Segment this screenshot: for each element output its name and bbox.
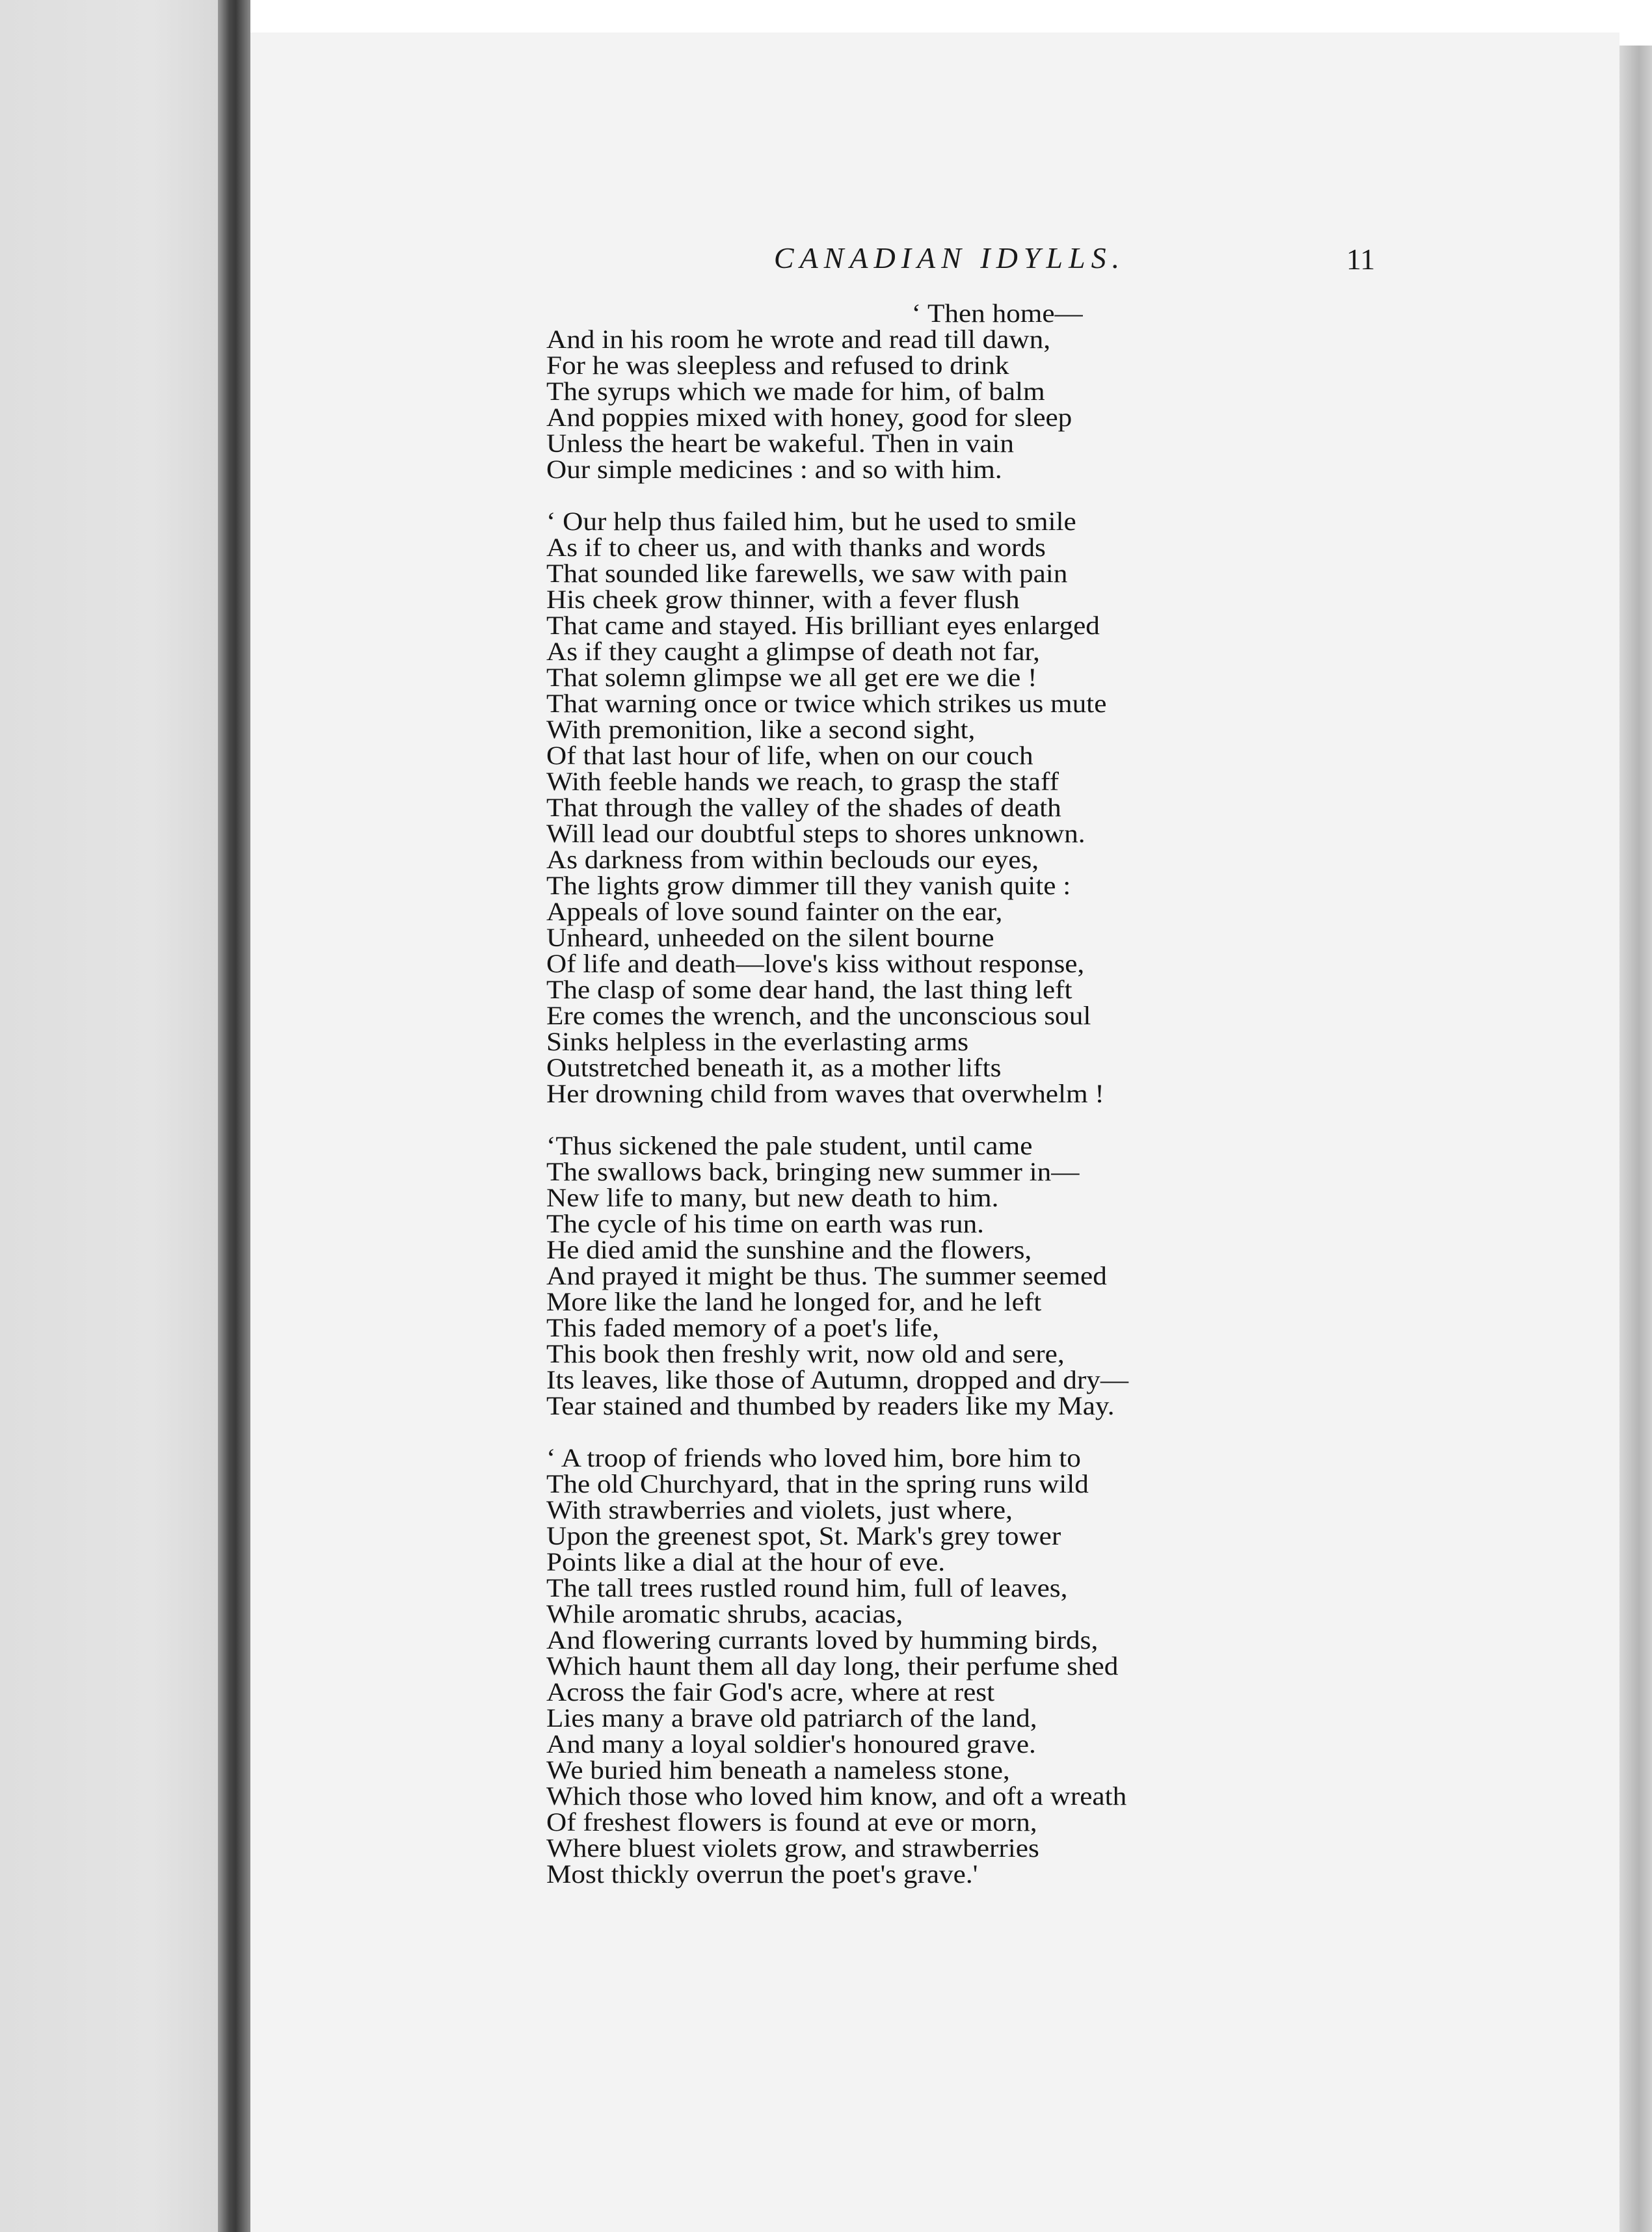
poem-line: And poppies mixed with honey, good for sleep (546, 403, 1072, 432)
poem-line: Outstretched beneath it, as a mother lifts (546, 1053, 1002, 1082)
poem-line: As if to cheer us, and with thanks and words (546, 533, 1046, 562)
poem-line: New life to many, but new death to him. (546, 1183, 999, 1212)
poem-line: As if they caught a glimpse of death not far, (546, 637, 1040, 666)
poem-line: We buried him beneath a nameless stone, (546, 1755, 1010, 1785)
poem-line: This faded memory of a poet's life, (546, 1313, 940, 1342)
poem-line: And prayed it might be thus. The summer seemed (546, 1261, 1107, 1290)
stanza-1 (546, 300, 1314, 483)
poem-line: The clasp of some dear hand, the last thing left (546, 975, 1072, 1004)
poem-line: The syrups which we made for him, of balm (546, 377, 1045, 406)
running-head: CANADIAN IDYLLS. (773, 241, 1126, 274)
poem-line: ‘ A troop of friends who loved him, bore him to (546, 1443, 1081, 1472)
poem-line: Her drowning child from waves that overwhelm ! (546, 1079, 1104, 1108)
poem-line: With feeble hands we reach, to grasp the staff (546, 767, 1059, 796)
poem-line: Of that last hour of life, when on our couch (546, 741, 1033, 770)
poem-line: That came and stayed. His brilliant eyes enlarged (546, 611, 1100, 640)
poem-line: Ere comes the wrench, and the unconscious soul (546, 1001, 1091, 1030)
poem-line: Across the fair God's acre, where at rest (546, 1677, 995, 1707)
poem-line: The tall trees rustled round him, full of leaves, (546, 1573, 1068, 1602)
poem-line: The swallows back, bringing new summer in— (546, 1157, 1080, 1186)
stanza-2 (546, 509, 1314, 1107)
poem-line: For he was sleepless and refused to drink (546, 351, 1009, 380)
poem-line: That through the valley of the shades of death (546, 793, 1061, 822)
poem-text (546, 300, 1314, 1913)
poem-line: Which those who loved him know, and oft a wreath (546, 1781, 1127, 1811)
poem-line: ‘ Then home— (911, 299, 1083, 328)
poem-line: That warning once or twice which strikes us mute (546, 689, 1107, 718)
poem-line: Will lead our doubtful steps to shores unknown. (546, 819, 1086, 848)
poem-line: Appeals of love sound fainter on the ear, (546, 897, 1003, 926)
poem-line: Unheard, unheeded on the silent bourne (546, 923, 994, 952)
poem-line: Tear stained and thumbed by readers like my May. (546, 1391, 1115, 1420)
poem-line: The cycle of his time on earth was run. (546, 1209, 984, 1238)
poem-line: Sinks helpless in the everlasting arms (546, 1027, 969, 1056)
poem-line: The old Churchyard, that in the spring runs wild (546, 1469, 1089, 1498)
poem-line: While aromatic shrubs, acacias, (546, 1599, 903, 1628)
poem-line: Our simple medicines : and so with him. (546, 455, 1002, 484)
stanza-3 (546, 1133, 1314, 1419)
poem-line: And flowering currants loved by humming birds, (546, 1625, 1099, 1654)
poem-line: Its leaves, like those of Autumn, dropped and dry— (546, 1365, 1129, 1394)
poem-line: Of freshest flowers is found at eve or morn, (546, 1807, 1037, 1837)
poem-line: Where bluest violets grow, and strawberries (546, 1833, 1039, 1863)
poem-line: The lights grow dimmer till they vanish quite : (546, 871, 1071, 900)
top-margin (250, 0, 1652, 33)
poem-line: Lies many a brave old patriarch of the land, (546, 1703, 1037, 1733)
poem-line: Points like a dial at the hour of eve. (546, 1547, 946, 1576)
poem-line: As darkness from within beclouds our eyes, (546, 845, 1039, 874)
left-blank-page (0, 0, 218, 2232)
poem-line: And many a loyal soldier's honoured grave. (546, 1729, 1036, 1759)
poem-line: And in his room he wrote and read till dawn, (546, 325, 1051, 354)
poem-line: That sounded like farewells, we saw with pain (546, 559, 1068, 588)
book-gutter (218, 0, 250, 2232)
poem-line: ‘Thus sickened the pale student, until came (546, 1131, 1033, 1160)
poem-line: More like the land he longed for, and he left (546, 1287, 1042, 1316)
stanza-4 (546, 1445, 1314, 1887)
poem-line: With premonition, like a second sight, (546, 715, 976, 744)
poem-line: That solemn glimpse we all get ere we die ! (546, 663, 1037, 692)
poem-line: Of life and death—love's kiss without response, (546, 949, 1085, 978)
poem-line: Unless the heart be wakeful. Then in vain (546, 429, 1014, 458)
poem-line: He died amid the sunshine and the flowers, (546, 1235, 1032, 1264)
poem-line: His cheek grow thinner, with a fever flush (546, 585, 1020, 614)
poem-line: ‘ Our help thus failed him, but he used to smile (546, 507, 1076, 536)
page-edge (1619, 46, 1652, 2232)
poem-line: Which haunt them all day long, their perfume shed (546, 1651, 1119, 1681)
poem-line: This book then freshly writ, now old and sere, (546, 1339, 1065, 1368)
poem-line: Upon the greenest spot, St. Mark's grey tower (546, 1521, 1061, 1550)
poem-line: Most thickly overrun the poet's grave.' (546, 1859, 978, 1889)
page-number: 11 (1346, 243, 1376, 276)
poem-line: With strawberries and violets, just where, (546, 1495, 1013, 1524)
